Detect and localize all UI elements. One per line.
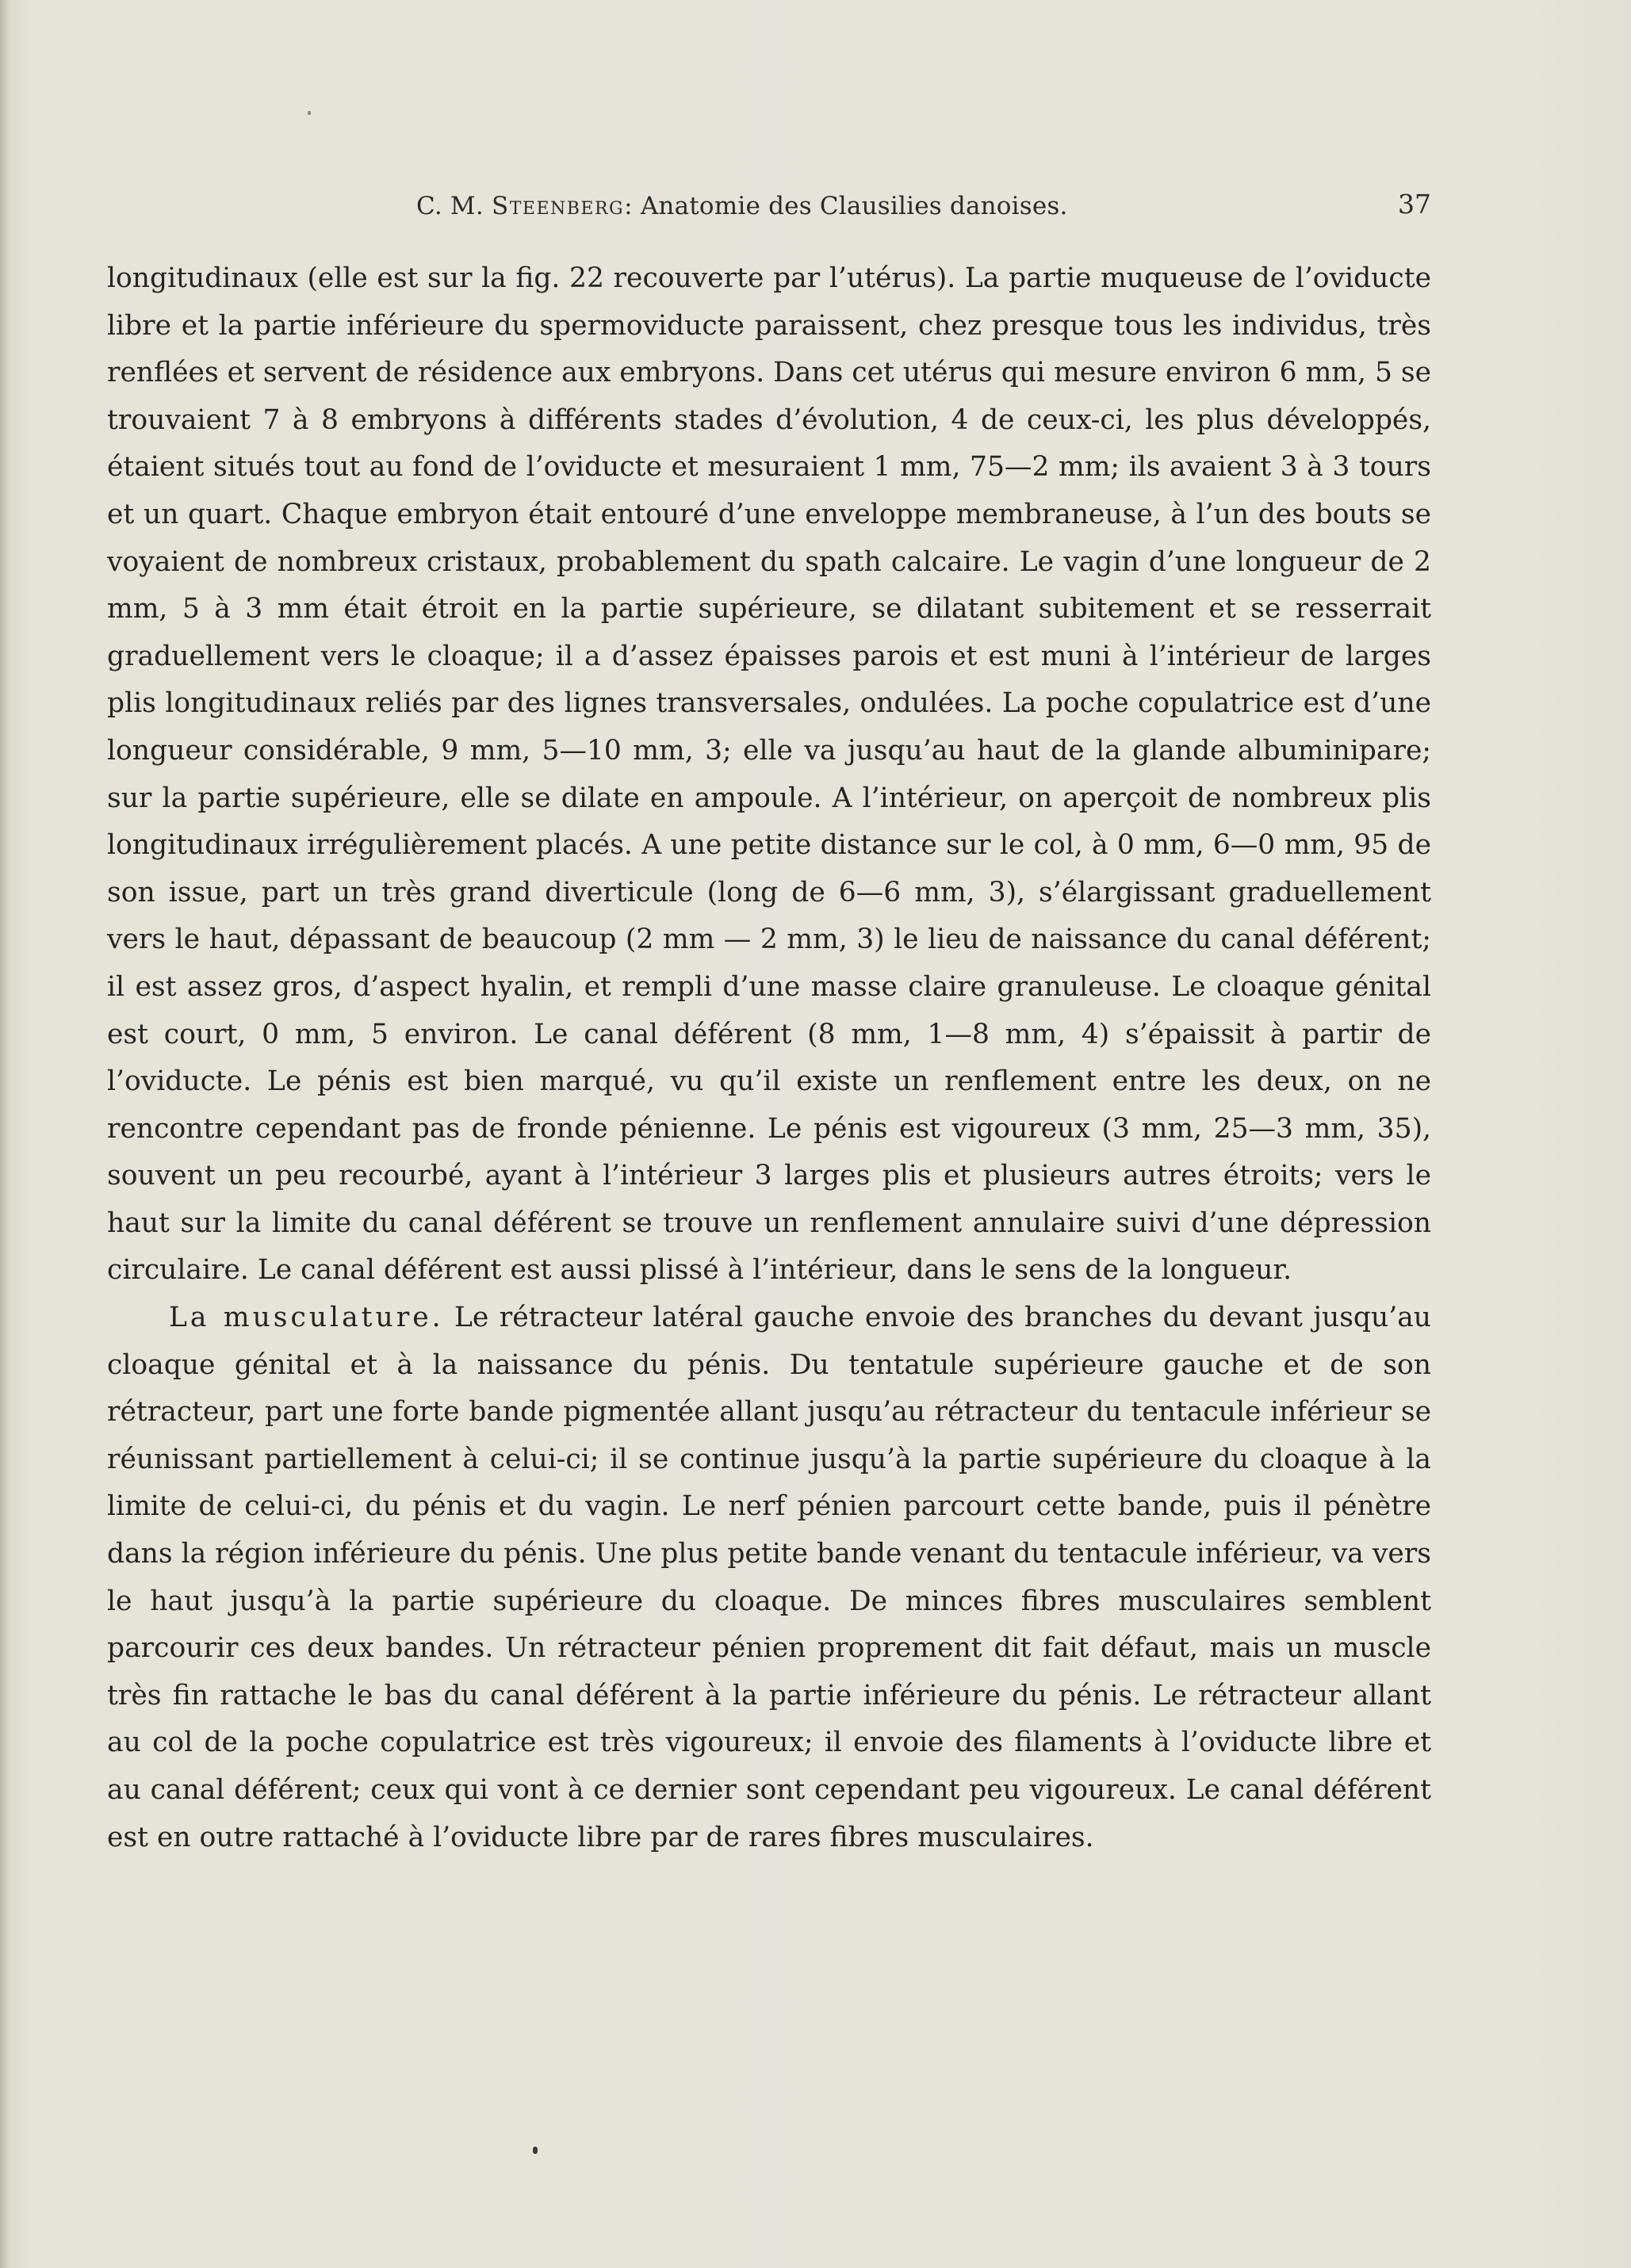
body-text <box>107 255 1431 1861</box>
section-lead: La musculature. <box>169 1302 444 1334</box>
author-initials: C. M. <box>416 192 492 220</box>
paragraph-anatomy: longitudinaux (elle est sur la fig. 22 recouverte par l’utérus). La partie muqueuse de l’oviducte libre et la partie inférieure du spermoviducte paraissent, chez presque tous les individus, très renflées et servent de résidence aux embryons. Dans cet utérus qui mesure environ 6 mm, 5 se trouvaient 7 à 8 embryons à différents stades d’évolution, 4 de ceux-ci, les plus développés, étaient situés tout au fond de l’oviducte et mesuraient 1 mm, 75—2 mm; ils avaient 3 à 3 tours et un quart. Chaque embryon était entouré d’une enveloppe membraneuse, à l’un des bouts se voyaient de nombreux cristaux, probablement du spath calcaire. Le vagin d’une longueur de 2 mm, 5 à 3 mm était étroit en la partie supérieure, se dilatant subitement et se resserrait graduellement vers le cloaque; il a d’assez épaisses parois et est muni à l’intérieur de larges plis longitudinaux reliés par des lignes transversales, ondulées. La poche copulatrice est d’une longueur considérable, 9 mm, 5—10 mm, 3; elle va jusqu’au haut de la glande albuminipare; sur la partie supérieure, elle se dilate en ampoule. A l’intérieur, on aperçoit de nombreux plis longitudinaux irrégulièrement placés. A une petite distance sur le col, à 0 mm, 6—0 mm, 95 de son issue, part un très grand diverticule (long de 6—6 mm, 3), s’élargissant graduellement vers le haut, dépassant de beaucoup (2 mm — 2 mm, 3) le lieu de naissance du canal déférent; il est assez gros, d’aspect hyalin, et rempli d’une masse claire granuleuse. Le cloaque génital est court, 0 mm, 5 environ. Le canal déférent (8 mm, 1—8 mm, 4) s’épaissit à partir de l’oviducte. Le pénis est bien marqué, vu qu’il existe un renflement entre les deux, on ne rencontre cependant pas de fronde pénienne. Le pénis est vigoureux (3 mm, 25—3 mm, 35), souvent un peu recourbé, ayant à l’intérieur 3 larges plis et plusieurs autres étroits; vers le haut sur la limite du canal déférent se trouve un renflement annulaire suivi d’une dépression circulaire. Le canal déférent est aussi plissé à l’intérieur, dans le sens de la longueur. <box>107 262 1431 1287</box>
author-surname: Steenberg <box>491 192 625 220</box>
article-title: : Anatomie des Clausilies danoises. <box>624 192 1068 220</box>
page-number: 37 <box>1398 189 1431 220</box>
running-head <box>107 187 1431 225</box>
paragraph-musculature-text: Le rétracteur latéral gauche envoie des branches du devant jusqu’au cloaque génital et à la naissance du pénis. Du tentatule supérieure gauche et de son rétracteur, part une forte bande pigmentée allant jusqu’au rétracteur du tentacule inférieur se réunissant partiellement à celui-ci; il se continue jusqu’à la partie supérieure du cloaque à la limite de celui-ci, du pénis et du vagin. Le nerf pénien parcourt cette bande, puis il pénètre dans la région inférieure du pénis. Une plus petite bande venant du tentacule inférieur, va vers le haut jusqu’à la partie supérieure du cloaque. De minces fibres musculaires semblent parcourir ces deux bandes. Un rétracteur pénien proprement dit fait défaut, mais un muscle très fin rattache le bas du canal déférent à la partie inférieure du pénis. Le rétracteur allant au col de la poche copulatrice est très vigoureux; il envoie des filaments à l’oviducte libre et au canal déférent; ceux qui vont à ce dernier sont cependant peu vigoureux. Le canal déférent est en outre rattaché à l’oviducte libre par de rares fibres musculaires. <box>107 1302 1431 1853</box>
print-speck <box>533 2147 538 2154</box>
print-speck <box>308 111 311 115</box>
running-head-title <box>416 192 1068 220</box>
paragraph-musculature <box>107 1295 1431 1861</box>
binding-edge <box>0 0 8 2268</box>
